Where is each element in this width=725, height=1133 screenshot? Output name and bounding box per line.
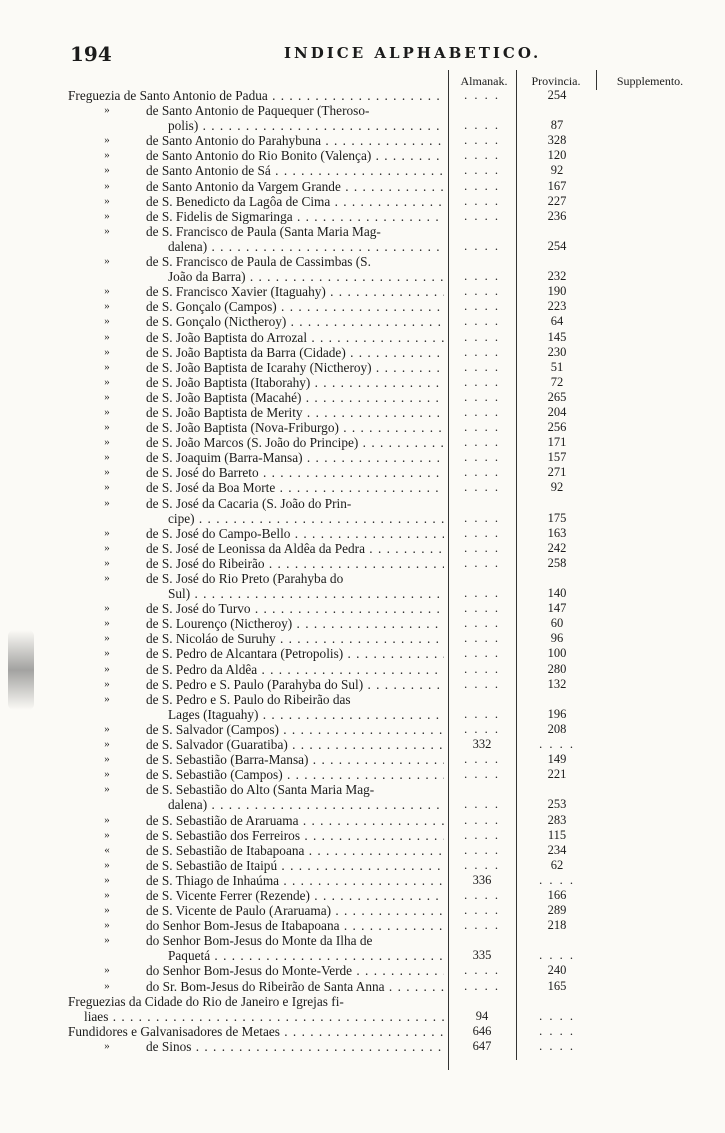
ditto-mark: » <box>104 783 110 796</box>
index-entry <box>0 299 725 314</box>
entry-text: de S. João Marcos (S. João do Principe) . . . <box>146 435 444 450</box>
entry-text: dalena) . . . <box>168 797 444 812</box>
index-entry <box>0 631 725 646</box>
almanak-page <box>452 118 512 133</box>
almanak-page <box>452 435 512 450</box>
entry-text: de S. Francisco Xavier (Itaguahy) . . . <box>146 284 444 299</box>
index-entry <box>0 541 725 556</box>
entry-text: de S. Gonçalo (Nictheroy) . . . <box>146 314 444 329</box>
ditto-mark: » <box>104 617 110 630</box>
provincia-page: 232 <box>547 269 567 284</box>
entry-text: do Sr. Bom-Jesus do Ribeirão de Santa Anna . . . <box>146 979 444 994</box>
provincia-page: 289 <box>547 903 567 918</box>
index-entry <box>0 994 725 1009</box>
ditto-mark: » <box>104 255 110 268</box>
provincia-page <box>522 737 592 752</box>
almanak-page <box>452 601 512 616</box>
almanak-page <box>452 405 512 420</box>
almanak-page <box>452 722 512 737</box>
index-entry <box>0 963 725 978</box>
index-entry <box>0 179 725 194</box>
almanak-page: 647 <box>472 1038 492 1053</box>
index-entry <box>0 797 725 812</box>
almanak-page <box>452 360 512 375</box>
provincia-page: 280 <box>547 661 567 676</box>
entry-text: de S. José do Barreto . . . <box>146 465 444 480</box>
provincia-page: 62 <box>550 857 564 872</box>
almanak-page <box>452 88 512 103</box>
ditto-mark: » <box>104 360 110 373</box>
provincia-page: 242 <box>547 540 567 555</box>
entry-text: de S. João Baptista do Arrozal . . . <box>146 330 444 345</box>
column-header-provincia: Provincia. <box>531 74 581 88</box>
almanak-page <box>452 163 512 178</box>
ditto-mark: » <box>104 964 110 977</box>
ditto-mark: » <box>104 375 110 388</box>
provincia-page: 51 <box>550 359 564 374</box>
almanak-page <box>452 646 512 661</box>
provincia-page: 218 <box>547 918 567 933</box>
entry-text: Fundidores e Galvanisadores de Metaes . . . <box>68 1024 444 1039</box>
provincia-page: 256 <box>547 420 567 435</box>
entry-text: de S. Vicente Ferrer (Rezende) . . . <box>146 888 444 903</box>
ditto-mark: » <box>104 451 110 464</box>
ditto-mark: » <box>104 662 110 675</box>
column-divider <box>596 70 597 90</box>
almanak-page <box>452 707 512 722</box>
almanak-page <box>452 918 512 933</box>
almanak-page <box>452 677 512 692</box>
almanak-page <box>452 631 512 646</box>
provincia-page: 96 <box>550 631 564 646</box>
ditto-mark: » <box>104 209 110 222</box>
ditto-mark: » <box>104 904 110 917</box>
entry-text: de S. João Baptista de Merity . . . <box>146 405 444 420</box>
entry-text: de S. José da Cacaria (S. João do Prin- <box>146 495 352 511</box>
index-entry <box>0 1024 725 1039</box>
entry-text: de S. Vicente de Paulo (Araruama) . . . <box>146 903 444 918</box>
almanak-page: 94 <box>475 1008 489 1023</box>
entry-text: de Santo Antonio de Sá . . . <box>146 163 444 178</box>
index-entry <box>0 420 725 435</box>
entry-text: de S. Sebastião de Itabapoana . . . <box>146 843 444 858</box>
provincia-page: 132 <box>547 676 567 691</box>
column-header-almanak: Almanak. <box>460 74 508 88</box>
index-entry <box>0 918 725 933</box>
almanak-page <box>452 450 512 465</box>
ditto-mark: » <box>104 466 110 479</box>
provincia-page: 100 <box>547 646 567 661</box>
index-entry <box>0 1039 725 1054</box>
index-entry <box>0 375 725 390</box>
index-entry <box>0 843 725 858</box>
almanak-page <box>452 314 512 329</box>
index-entry <box>0 511 725 526</box>
index-entry <box>0 722 725 737</box>
provincia-page <box>522 948 592 963</box>
index-entry <box>0 194 725 209</box>
entry-text: liaes . . . <box>84 1009 444 1024</box>
almanak-page <box>452 767 512 782</box>
index-entry <box>0 103 725 118</box>
almanak-page <box>452 797 512 812</box>
entry-text: de S. João Baptista (Itaborahy) . . . <box>146 375 444 390</box>
column-header-supplemento: Supplemento. <box>616 74 684 88</box>
index-entry <box>0 828 725 843</box>
index-entry <box>0 979 725 994</box>
ditto-mark: » <box>104 345 110 358</box>
index-entry <box>0 903 725 918</box>
entry-text: Paquetá . . . <box>168 948 444 963</box>
ditto-mark: » <box>104 919 110 932</box>
entry-text: de Santo Antonio do Parahybuna . . . <box>146 133 444 148</box>
provincia-page: 149 <box>547 752 567 767</box>
entry-text: do Senhor Bom-Jesus de Itabapoana . . . <box>146 918 444 933</box>
entry-text: de S. Benedicto da Lagôa de Cima . . . <box>146 194 444 209</box>
ditto-mark: » <box>104 934 110 947</box>
ditto-mark: » <box>104 828 110 841</box>
ditto-mark: » <box>104 541 110 554</box>
index-entry <box>0 345 725 360</box>
entry-text: de S. José do Ribeirão . . . <box>146 556 444 571</box>
page-header <box>0 40 725 66</box>
almanak-page: 332 <box>472 737 492 752</box>
ditto-mark: » <box>104 1039 110 1052</box>
index-entry <box>0 118 725 133</box>
entry-text: de S. João Baptista de Icarahy (Nictheroy) . . . <box>146 360 444 375</box>
almanak-page <box>452 480 512 495</box>
entry-text: de Santo Antonio da Vargem Grande . . . <box>146 179 444 194</box>
provincia-page: 221 <box>547 767 567 782</box>
almanak-page <box>452 133 512 148</box>
ditto-mark: » <box>104 149 110 162</box>
entry-text: de S. José do Rio Preto (Parahyba do <box>146 571 344 586</box>
almanak-page <box>452 148 512 163</box>
index-entry <box>0 284 725 299</box>
ditto-mark: » <box>104 330 110 343</box>
entry-text: de S. João Baptista da Barra (Cidade) . . . <box>146 345 444 360</box>
index-entry <box>0 405 725 420</box>
provincia-page: 163 <box>547 525 567 540</box>
ditto-mark: » <box>104 436 110 449</box>
entry-text: de S. Gonçalo (Campos) . . . <box>146 299 444 314</box>
entry-text: de S. Salvador (Guaratiba) . . . <box>146 737 444 752</box>
index-entry <box>0 858 725 873</box>
ditto-mark: » <box>104 647 110 660</box>
provincia-page: 64 <box>550 314 564 329</box>
ditto-mark: » <box>104 285 110 298</box>
provincia-page: 157 <box>547 450 567 465</box>
entry-text: de S. José do Campo-Bello . . . <box>146 526 444 541</box>
index-entry <box>0 209 725 224</box>
ditto-mark: » <box>104 526 110 539</box>
almanak-page <box>452 239 512 254</box>
entry-text: de S. Pedro e S. Paulo do Ribeirão das <box>146 691 351 707</box>
entry-text: de S. Sebastião dos Ferreiros . . . <box>146 828 444 843</box>
provincia-page: 234 <box>547 842 567 857</box>
index-entry <box>0 496 725 511</box>
index-entry <box>0 707 725 722</box>
index-entry <box>0 767 725 782</box>
ditto-mark: » <box>104 556 110 569</box>
provincia-page: 120 <box>547 148 567 163</box>
index-entry <box>0 677 725 692</box>
index-entry <box>0 586 725 601</box>
almanak-page <box>452 752 512 767</box>
ditto-mark: » <box>104 738 110 751</box>
entry-text: polis) . . . <box>168 118 444 133</box>
entry-text: de S. Francisco de Paula (Santa Maria Mag- <box>146 223 381 239</box>
page-title: INDICE ALPHABETICO. <box>284 44 542 62</box>
ditto-mark: » <box>104 858 110 871</box>
almanak-page <box>452 209 512 224</box>
index-entry <box>0 314 725 329</box>
index-entry <box>0 269 725 284</box>
almanak-page <box>452 420 512 435</box>
index-entry <box>0 88 725 103</box>
entry-text: de S. José do Turvo . . . <box>146 601 444 616</box>
almanak-page <box>452 888 512 903</box>
provincia-page: 115 <box>547 827 567 842</box>
index-entry <box>0 813 725 828</box>
ditto-mark: » <box>104 481 110 494</box>
provincia-page: 140 <box>547 586 567 601</box>
index-entry <box>0 556 725 571</box>
provincia-page: 175 <box>547 510 567 525</box>
ditto-mark: » <box>104 768 110 781</box>
index-entry <box>0 692 725 707</box>
almanak-page <box>452 179 512 194</box>
ditto-mark: » <box>104 722 110 735</box>
ditto-mark: » <box>104 134 110 147</box>
ditto-mark: » <box>104 405 110 418</box>
provincia-page: 283 <box>547 812 567 827</box>
provincia-page: 254 <box>547 238 567 253</box>
entry-text: cipe) . . . <box>168 511 444 526</box>
provincia-page: 60 <box>550 616 564 631</box>
index-entry <box>0 873 725 888</box>
almanak-page <box>452 375 512 390</box>
provincia-page: 271 <box>547 465 567 480</box>
provincia-page: 171 <box>547 435 567 450</box>
provincia-page: 72 <box>550 374 564 389</box>
index-entry <box>0 360 725 375</box>
provincia-page: 236 <box>547 208 567 223</box>
provincia-page: 196 <box>547 706 567 721</box>
provincia-page: 254 <box>547 88 567 102</box>
provincia-page <box>522 873 592 888</box>
almanak-page <box>452 963 512 978</box>
almanak-page: 646 <box>472 1023 492 1038</box>
entry-text: de S. José da Boa Morte . . . <box>146 480 444 495</box>
ditto-mark: » <box>104 300 110 313</box>
provincia-page: 227 <box>547 193 567 208</box>
provincia-page: 204 <box>547 404 567 419</box>
entry-text: de S. Nicoláo de Suruhy . . . <box>146 631 444 646</box>
ditto-mark: » <box>104 194 110 207</box>
provincia-page: 240 <box>547 963 567 978</box>
almanak-page <box>452 330 512 345</box>
index-entry <box>0 163 725 178</box>
entry-text: de S. Sebastião do Alto (Santa Maria Mag- <box>146 782 375 798</box>
entry-text: de S. Fidelis de Sigmaringa . . . <box>146 209 444 224</box>
almanak-page: 336 <box>472 872 492 887</box>
ditto-mark: » <box>104 692 110 705</box>
entry-text: do Senhor Bom-Jesus do Monte-Verde . . . <box>146 963 444 978</box>
almanak-page <box>452 556 512 571</box>
almanak-page <box>452 511 512 526</box>
index-entry <box>0 933 725 948</box>
ditto-mark: » <box>104 496 110 509</box>
entry-text: de S. José de Leonissa da Aldêa da Pedra . . . <box>146 541 444 556</box>
ditto-mark: » <box>104 753 110 766</box>
ditto-mark: » <box>104 602 110 615</box>
page-number: 194 <box>70 42 112 66</box>
index-entry <box>0 601 725 616</box>
provincia-page: 230 <box>547 344 567 359</box>
ditto-mark: » <box>104 164 110 177</box>
entry-text: de S. Francisco de Paula de Cassimbas (S. <box>146 254 371 270</box>
provincia-page: 167 <box>547 178 567 193</box>
index-entry <box>0 480 725 495</box>
index-entry <box>0 224 725 239</box>
index-entry <box>0 465 725 480</box>
almanak-page <box>452 662 512 677</box>
provincia-page <box>522 1024 592 1039</box>
index-entry <box>0 662 725 677</box>
almanak-page <box>452 465 512 480</box>
almanak-page <box>452 616 512 631</box>
ditto-mark: » <box>104 104 110 117</box>
entry-text: Freguezia de Santo Antonio de Padua . . . <box>68 88 444 103</box>
provincia-page: 190 <box>547 284 567 299</box>
provincia-page: 253 <box>547 797 567 812</box>
almanak-page <box>452 269 512 284</box>
almanak-page: 335 <box>472 948 492 963</box>
provincia-page: 258 <box>547 555 567 570</box>
index-entry <box>0 450 725 465</box>
provincia-page: 223 <box>547 299 567 314</box>
entry-text: de S. Sebastião de Araruama . . . <box>146 813 444 828</box>
provincia-page <box>522 1009 592 1024</box>
index-entry <box>0 571 725 586</box>
provincia-page: 328 <box>547 133 567 148</box>
entry-text: de Santo Antonio de Paquequer (Theroso- <box>146 103 370 119</box>
entry-text: de S. Sebastião (Barra-Mansa) . . . <box>146 752 444 767</box>
almanak-page <box>452 843 512 858</box>
provincia-page: 92 <box>550 163 564 178</box>
almanak-page <box>452 194 512 209</box>
ditto-mark: » <box>104 224 110 237</box>
entry-text: Sul) . . . <box>168 586 444 601</box>
entry-text: de S. Thiago de Inhaúma . . . <box>146 873 444 888</box>
index-entry <box>0 133 725 148</box>
almanak-page <box>452 979 512 994</box>
almanak-page <box>452 586 512 601</box>
ditto-mark: » <box>104 677 110 690</box>
index-entry <box>0 888 725 903</box>
entry-text: João da Barra) . . . <box>168 269 444 284</box>
index-entry <box>0 330 725 345</box>
entry-text: de S. Joaquim (Barra-Mansa) . . . <box>146 450 444 465</box>
ditto-mark: » <box>104 979 110 992</box>
almanak-page <box>452 828 512 843</box>
provincia-page: 145 <box>547 329 567 344</box>
index-entry <box>0 435 725 450</box>
ditto-mark: » <box>104 888 110 901</box>
ditto-mark: » <box>104 873 110 886</box>
entry-text: de S. Sebastião (Campos) . . . <box>146 767 444 782</box>
index-entry <box>0 148 725 163</box>
index-entry <box>0 646 725 661</box>
ditto-mark: » <box>104 390 110 403</box>
entry-text: de Sinos . . . <box>146 1039 444 1054</box>
ditto-mark: » <box>104 421 110 434</box>
entry-text: de S. Lourenço (Nictheroy) . . . <box>146 616 444 631</box>
index-entry <box>0 526 725 541</box>
index-entry <box>0 239 725 254</box>
index-entry <box>0 737 725 752</box>
index-entry <box>0 616 725 631</box>
index-entry <box>0 254 725 269</box>
ditto-mark: « <box>104 843 110 856</box>
almanak-page <box>452 903 512 918</box>
index-entry <box>0 1009 725 1024</box>
entry-text: de S. João Baptista (Macahé) . . . <box>146 390 444 405</box>
provincia-page: 166 <box>547 887 567 902</box>
index-entry <box>0 782 725 797</box>
entry-text: de S. Pedro de Alcantara (Petropolis) . . . <box>146 646 444 661</box>
almanak-page <box>452 813 512 828</box>
entry-text: de S. Pedro e S. Paulo (Parahyba do Sul) . . . <box>146 677 444 692</box>
provincia-page: 87 <box>550 118 564 133</box>
entry-text: Freguezias da Cidade do Rio de Janeiro e Igrejas fi- <box>68 993 344 1009</box>
provincia-page <box>522 1039 592 1054</box>
index-entries <box>0 88 725 1054</box>
entry-text: de S. Salvador (Campos) . . . <box>146 722 444 737</box>
entry-text: de S. Pedro da Aldêa . . . <box>146 662 444 677</box>
ditto-mark: » <box>104 572 110 584</box>
entry-text: do Senhor Bom-Jesus do Monte da Ilha de <box>146 933 373 949</box>
entry-text: Lages (Itaguahy) . . . <box>168 707 444 722</box>
index-entry <box>0 752 725 767</box>
ditto-mark: » <box>104 632 110 645</box>
almanak-page <box>452 345 512 360</box>
almanak-page <box>452 390 512 405</box>
almanak-page <box>452 526 512 541</box>
provincia-page: 208 <box>547 721 567 736</box>
entry-text: dalena) . . . <box>168 239 444 254</box>
almanak-page <box>452 858 512 873</box>
provincia-page: 92 <box>550 480 564 495</box>
provincia-page: 147 <box>547 601 567 616</box>
index-entry <box>0 948 725 963</box>
entry-text: de Santo Antonio do Rio Bonito (Valença) . . . <box>146 148 444 163</box>
ditto-mark: » <box>104 315 110 328</box>
provincia-page: 265 <box>547 389 567 404</box>
entry-text: de S. Sebastião de Itaipú . . . <box>146 858 444 873</box>
almanak-page <box>452 299 512 314</box>
entry-text: de S. João Baptista (Nova-Friburgo) . . . <box>146 420 444 435</box>
ditto-mark: » <box>104 813 110 826</box>
ditto-mark: » <box>104 179 110 192</box>
almanak-page <box>452 541 512 556</box>
almanak-page <box>452 284 512 299</box>
index-entry <box>0 390 725 405</box>
provincia-page: 165 <box>547 978 567 993</box>
